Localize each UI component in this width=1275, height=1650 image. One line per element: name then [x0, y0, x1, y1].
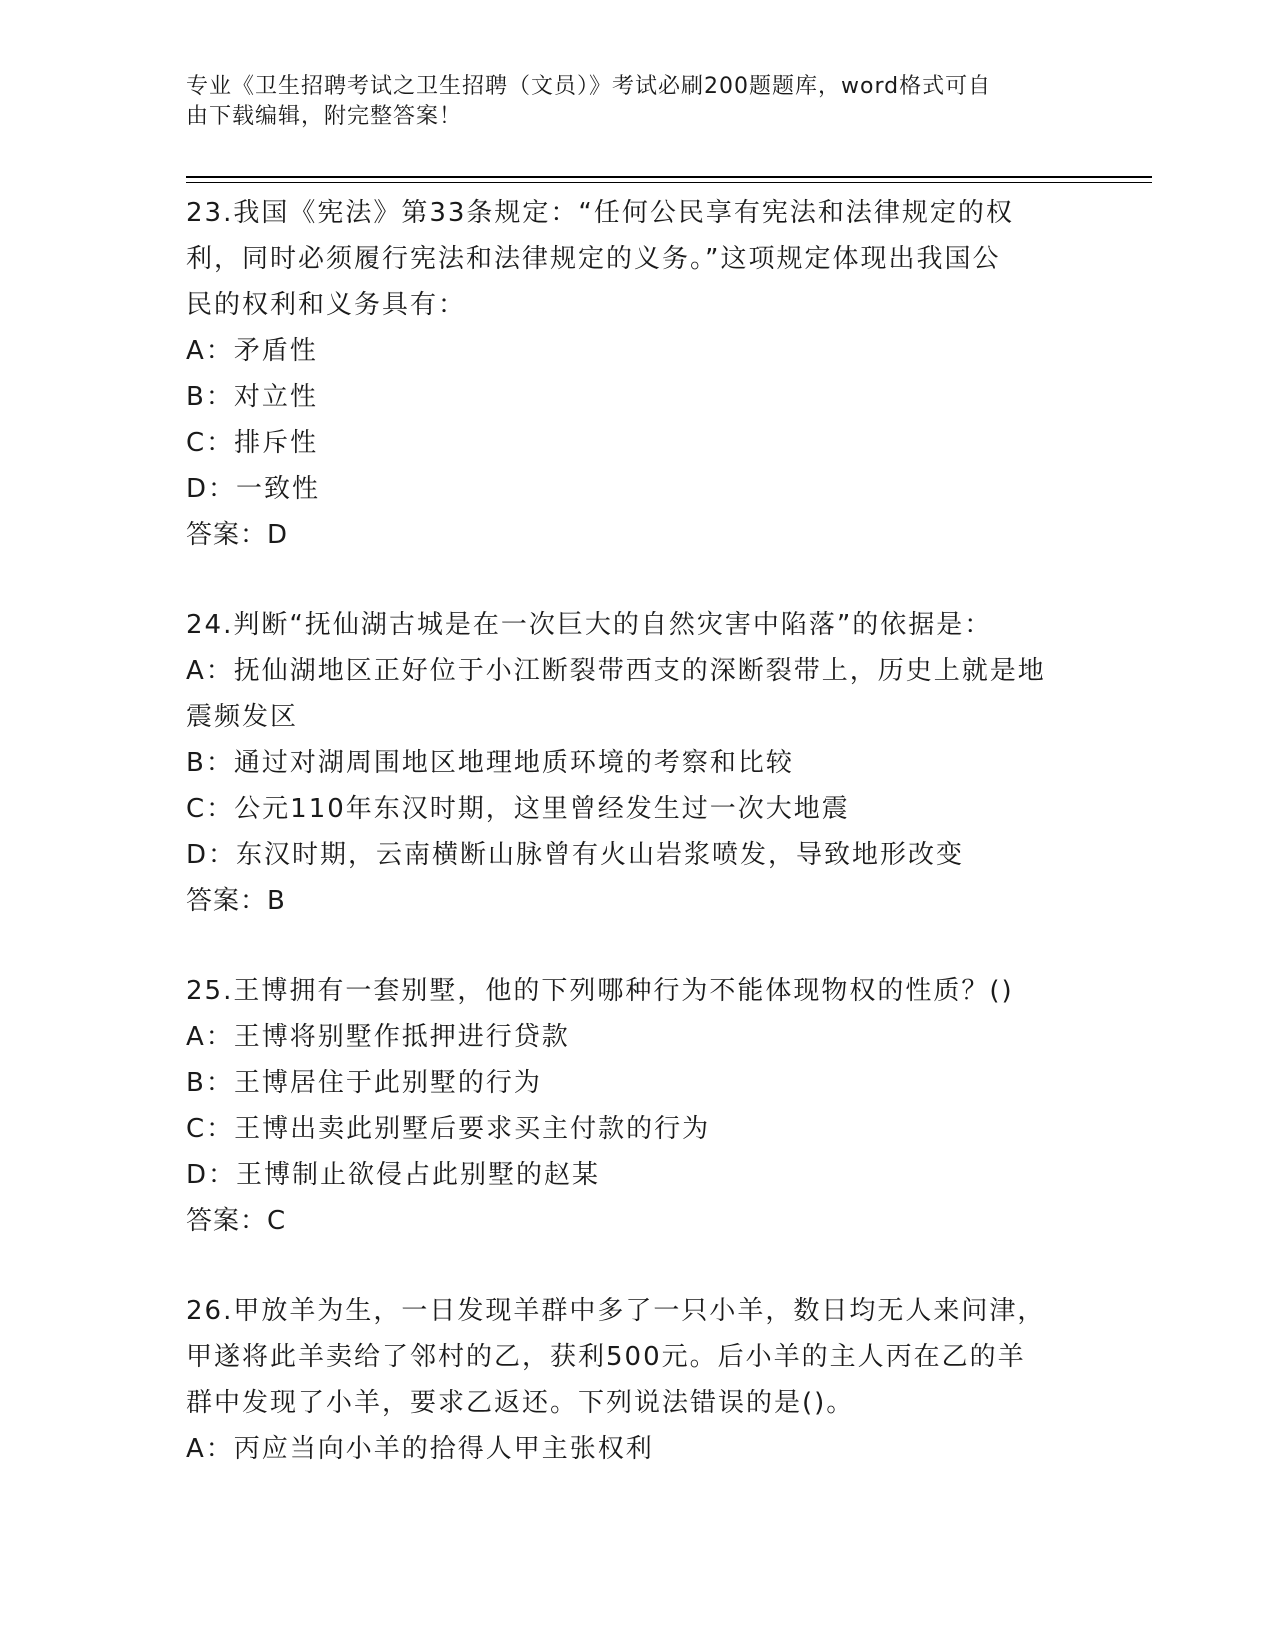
- question-stem-line: 利，同时必须履行宪法和法律规定的义务。”这项规定体现出我国公: [186, 244, 1001, 274]
- question-answer: 答案：C: [186, 1206, 287, 1236]
- question-block: [186, 602, 1086, 924]
- question-stem-line: 民的权利和义务具有：: [186, 290, 467, 320]
- question-option-line: A：王博将别墅作抵押进行贷款: [186, 1022, 570, 1052]
- question-option-line: B：对立性: [186, 382, 318, 412]
- question-stem-line: 26.甲放羊为生，一日发现羊群中多了一只小羊，数日均无人来问津，: [186, 1296, 1046, 1326]
- header-line-2: 由下载编辑，附完整答案！: [186, 104, 463, 129]
- question-stem-line: 23.我国《宪法》第33条规定：“任何公民享有宪法和法律规定的权: [186, 198, 1014, 228]
- question-stem-line: 群中发现了小羊，要求乙返还。下列说法错误的是()。: [186, 1388, 855, 1418]
- question-option-line: C：排斥性: [186, 428, 319, 458]
- question-stem-line: 甲遂将此羊卖给了邻村的乙，获利500元。后小羊的主人丙在乙的羊: [186, 1342, 1026, 1372]
- question-option-line: B：王博居住于此别墅的行为: [186, 1068, 542, 1098]
- question-option-line: D：王博制止欲侵占此别墅的赵某: [186, 1160, 601, 1190]
- question-block: [186, 968, 1086, 1244]
- question-option-line: A：抚仙湖地区正好位于小江断裂带西支的深断裂带上，历史上就是地: [186, 656, 1046, 686]
- question-stem-line: 25.王博拥有一套别墅，他的下列哪种行为不能体现物权的性质？(): [186, 976, 1014, 1006]
- question-stem-line: 24.判断“抚仙湖古城是在一次巨大的自然灾害中陷落”的依据是：: [186, 610, 993, 640]
- question-list: [186, 190, 1086, 1516]
- question-option-line: C：公元110年东汉时期，这里曾经发生过一次大地震: [186, 794, 850, 824]
- question-answer: 答案：B: [186, 886, 286, 916]
- header-rule-thick: [186, 176, 1152, 178]
- question-option-line: D：一致性: [186, 474, 321, 504]
- document-header: [186, 72, 1066, 132]
- question-option-line: 震频发区: [186, 702, 299, 732]
- question-option-line: B：通过对湖周围地区地理地质环境的考察和比较: [186, 748, 794, 778]
- question-option-line: C：王博出卖此别墅后要求买主付款的行为: [186, 1114, 711, 1144]
- question-block: [186, 1288, 1086, 1472]
- question-option-line: A：矛盾性: [186, 336, 318, 366]
- question-block: [186, 190, 1086, 558]
- question-answer: 答案：D: [186, 520, 289, 550]
- question-option-line: A：丙应当向小羊的拾得人甲主张权利: [186, 1434, 654, 1464]
- question-option-line: D：东汉时期，云南横断山脉曾有火山岩浆喷发，导致地形改变: [186, 840, 965, 870]
- header-line-1: 专业《卫生招聘考试之卫生招聘（文员）》考试必刷200题题库，word格式可自: [186, 74, 992, 99]
- header-rule-thin: [186, 182, 1152, 183]
